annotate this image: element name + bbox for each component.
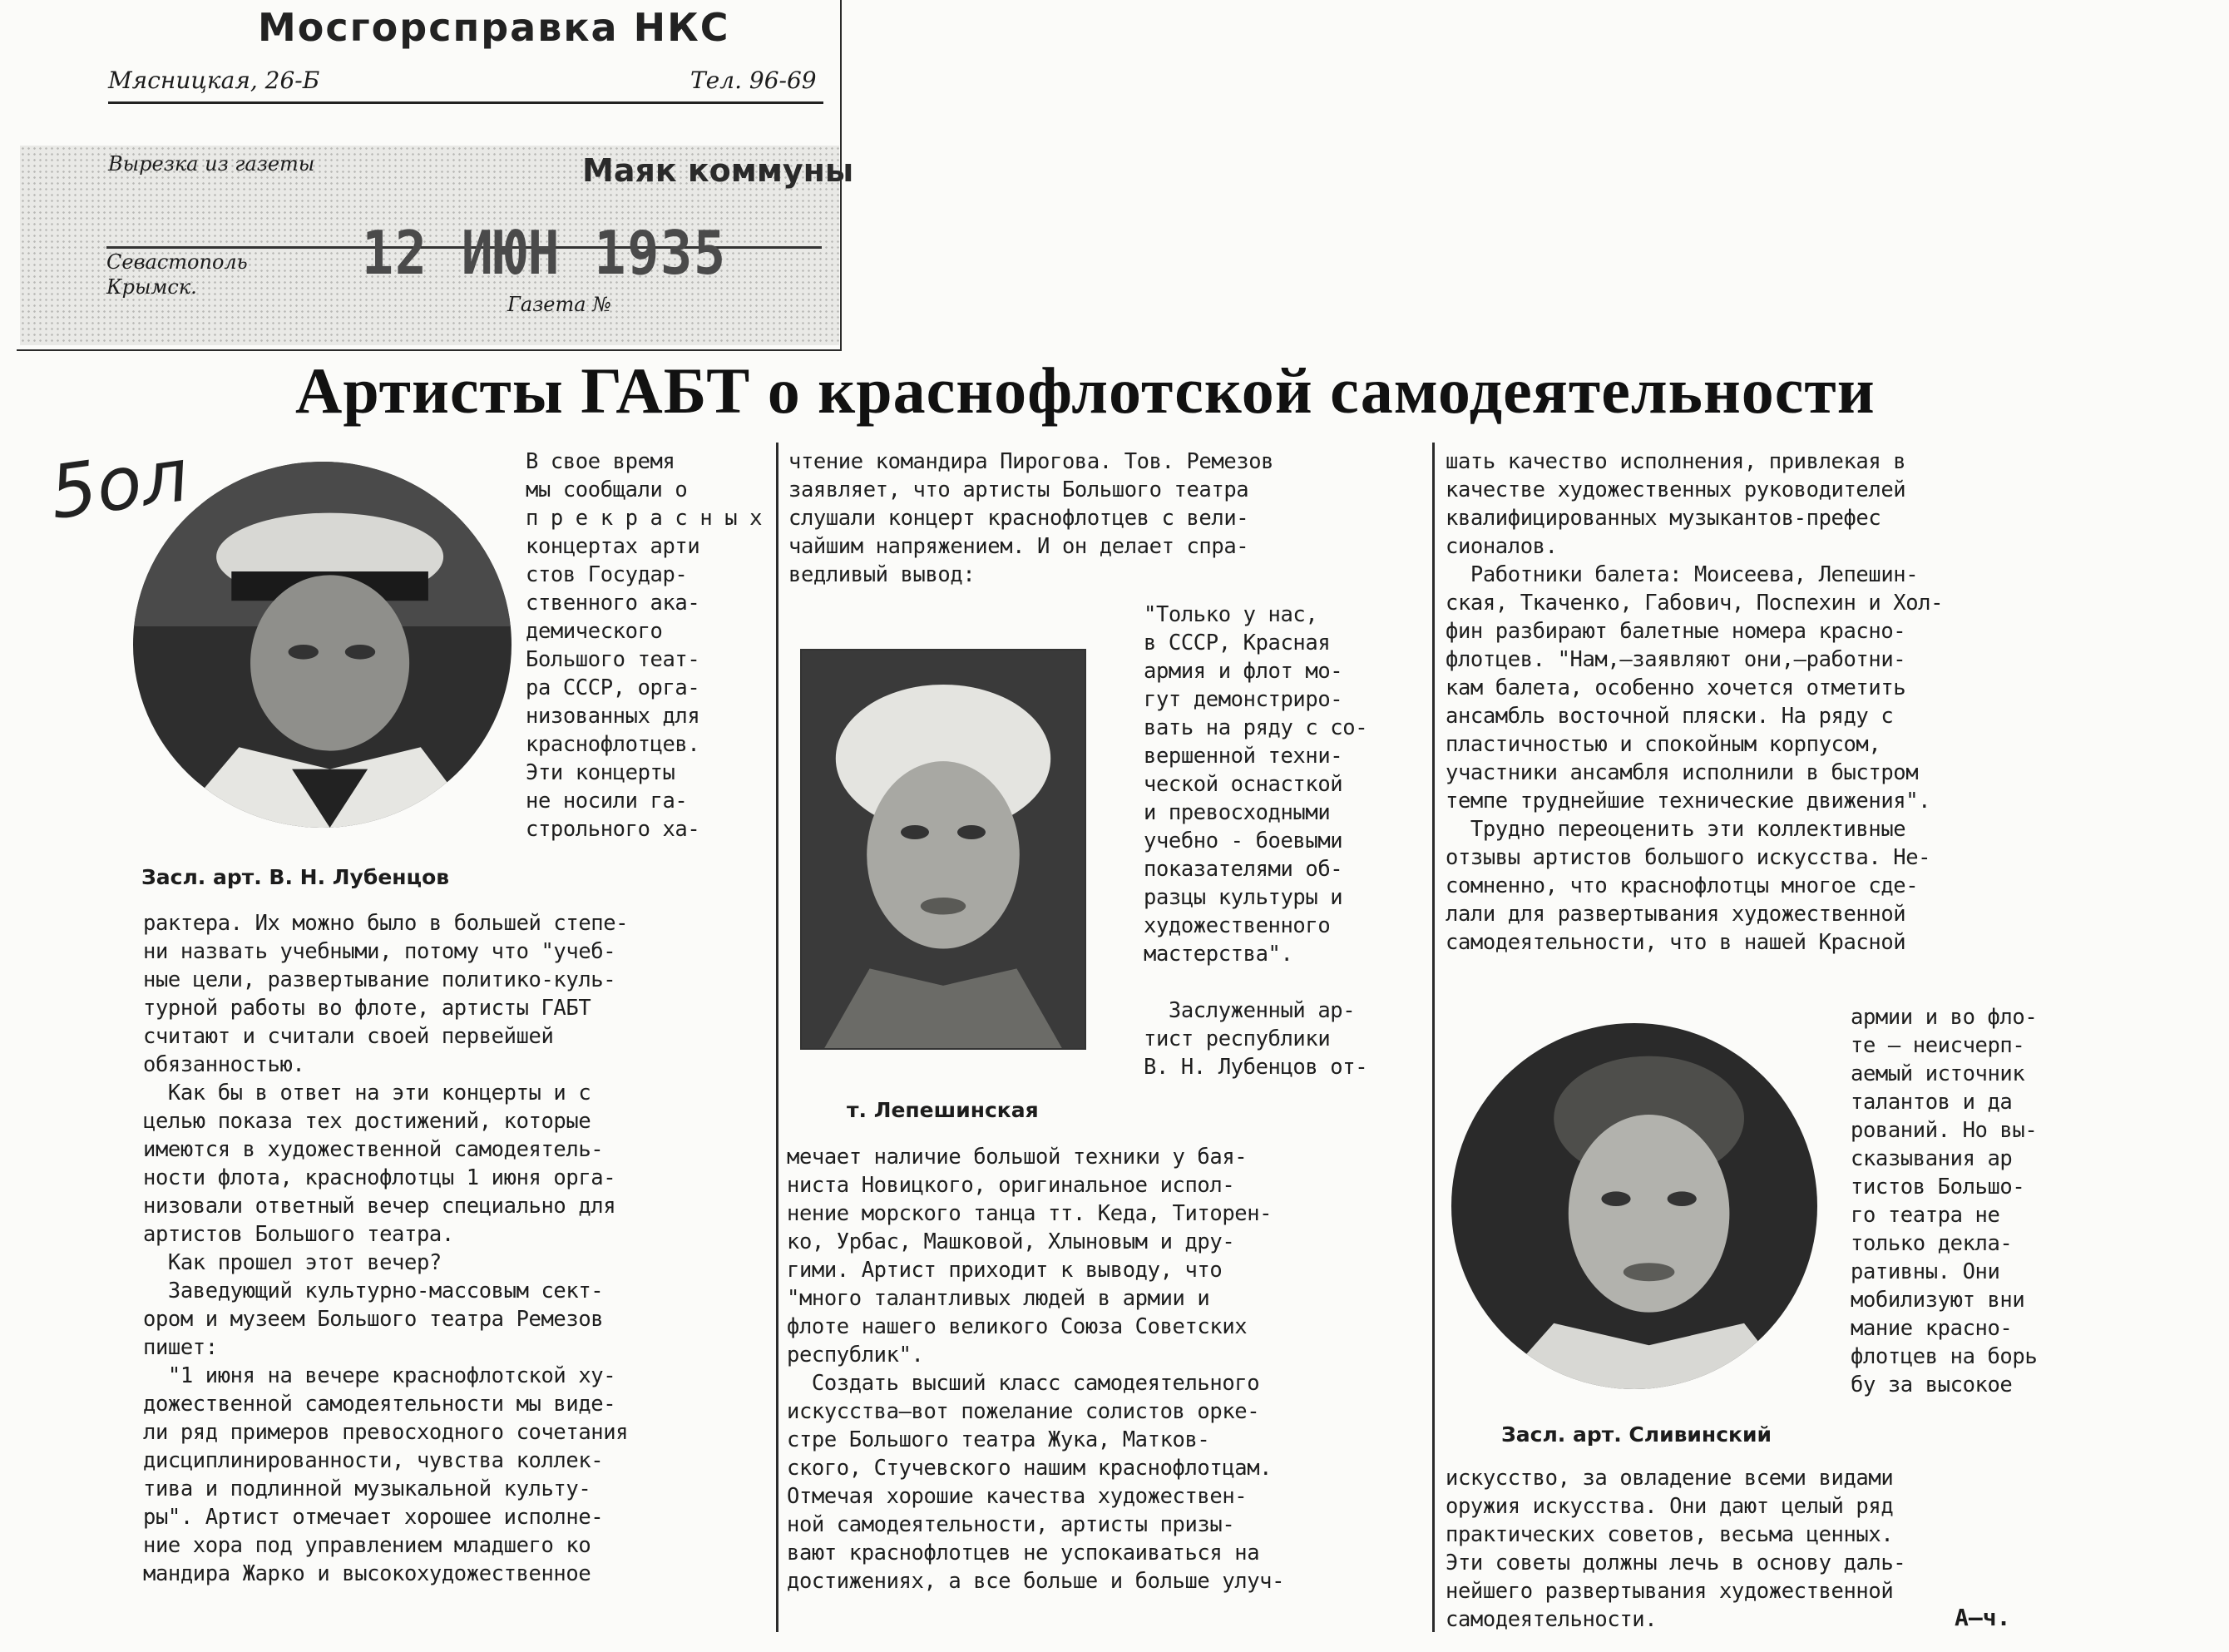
column-divider-2 xyxy=(1432,443,1435,1632)
caption-slivinsky: Засл. арт. Сливинский xyxy=(1501,1422,1772,1447)
col1-intro-text: В свое время мы сообщали о п р е к р а с н ы х концертах арти стов Государ- ственного ака- демического Большого теат- ра СССР, орга- низованных для краснофлотцев. Эти концерты не носили га- строльного ха- xyxy=(526,449,763,842)
handwritten-mark: 5ол xyxy=(44,431,194,537)
col2-body-text: мечает наличие большой техники у бая- ниста Новицкого, оригинальное испол- нение морского танца тт. Кеда, Титорен- ко, Урбас, Машковой, Хлыновым и дру- гими. Артист приходит к выводу, что "много талантливых людей в армии и флоте нашего великого Союза Советских республик". Создать высший класс самодеятельного искусства—вот пожелание солистов орке- стре Большого театра Жука, Матков- ского, Стучевского нашим краснофлотцам. Отмечая хорошие качества художествен- ной самодеятельности, артисты призы- вают краснофлотцев не успокаиваться на достижениях, а все больше и больше улуч- xyxy=(787,1145,1285,1594)
col3-bottom-text: искусство, за овладение всеми видами оружия искусства. Они дают целый ряд практических советов, весьма ценных. Эти советы должны лечь в основу даль- нейшего развертывания художественной самодеятельности. xyxy=(1446,1466,1906,1632)
agency-phone: Тел. 96-69 xyxy=(690,67,817,94)
col2-side-text: "Только у нас, в СССР, Красная армия и флот мо- гут демонстриро- вать на ряду с со- вершенной техни- ческой оснасткой и превосходными учебно - боевыми показателями об- разцы культуры и художественного мастерства". Заслуженный ар- тист республики В. Н. Лубенцов от- xyxy=(1144,602,1368,1080)
caption-lubentsov: Засл. арт. В. Н. Лубенцов xyxy=(141,865,450,889)
caption-lepeshinskaya: т. Лепешинская xyxy=(847,1098,1039,1122)
clip-from-label: Вырезка из газеты xyxy=(108,152,315,176)
city-label: Севастополь Крымск. xyxy=(106,250,248,299)
agency-title: Мосгорсправка НКС xyxy=(258,5,730,50)
col3-top-text: шать качество исполнения, привлекая в качестве художественных руководителей квалифицированных музыкантов-префес сионалов. Работники балета: Моисеева, Лепешин- ская, Ткаченко, Габович, Поспехин и Хол- фин разбирают балетные номера красно- флотцев. "Нам,—заявляют они,—работни- кам балета, особенно хочется отметить ансамбль восточной пляски. На ряду с пластичностью и спокойным корпусом, участники ансамбля исполнили в быстром темпе труднейшие технические движения". Трудно переоценить эти коллективные отзывы артистов большого искусства. Не- сомненно, что краснофлотцы многое сде- лали для развертывания художественной самодеятельности, что в нашей Красной xyxy=(1446,449,1944,955)
author-signature: А—ч. xyxy=(1955,1604,2011,1631)
col1-body-text: рактера. Их можно было в большей степе- ни назвать учебными, потому что "учеб- ные цели, развертывание политико-куль- турной работы во флоте, артисты ГАБТ считают и считали своей первейшей обязанностью. Как бы в ответ на эти концерты и с целью показа тех достижений, которые имеются в художественной самодеятель- ности флота, краснофлотцы 1 июня орга- низовали ответный вечер специально для артистов Большого театра. Как прошел этот вечер? Заведующий культурно-массовым сект- ором и музеем Большого театра Ремезов пишет: "1 июня на вечере краснофлотской ху- дожественной самодеятельности мы виде- ли ряд примеров превосходного сочетания дисциплинированности, чувства коллек- тива и подлинной музыкальной культу- ры". Артист отмечает хорошее исполне- ние хора под управлением младшего ко мандира Жарко и высокохудожественное xyxy=(143,911,629,1586)
header-divider xyxy=(108,101,823,104)
date-stamp: 12 ИЮН 1935 xyxy=(362,218,727,288)
agency-address: Мясницкая, 26-Б xyxy=(108,67,320,94)
photo-lepeshinskaya xyxy=(800,649,1086,1050)
photo-slivinsky xyxy=(1451,1023,1817,1389)
gazeta-number-label: Газета № xyxy=(507,293,611,316)
col3-side-text: армии и во фло- те — неисчерп- аемый источник талантов и да рований. Но вы- сказывания ар тистов Большо- го театра не только декла- ративны. Они мобилизуют вни мание красно- флотцев на борь бу за высокое xyxy=(1851,1005,2038,1397)
column-divider-1 xyxy=(776,443,778,1632)
article-title: Артисты ГАБТ о краснофлотской самодеятельности xyxy=(295,354,1876,427)
photo-lubentsov xyxy=(133,462,512,828)
col2-top-text: чтение командира Пирогова. Тов. Ремезов заявляет, что артисты Большого театра слушали концерт краснофлотцев с вели- чайшим напряжением. И он делает спра- ведливый вывод: xyxy=(788,449,1274,587)
source-newspaper: Маяк коммуны xyxy=(582,152,854,189)
